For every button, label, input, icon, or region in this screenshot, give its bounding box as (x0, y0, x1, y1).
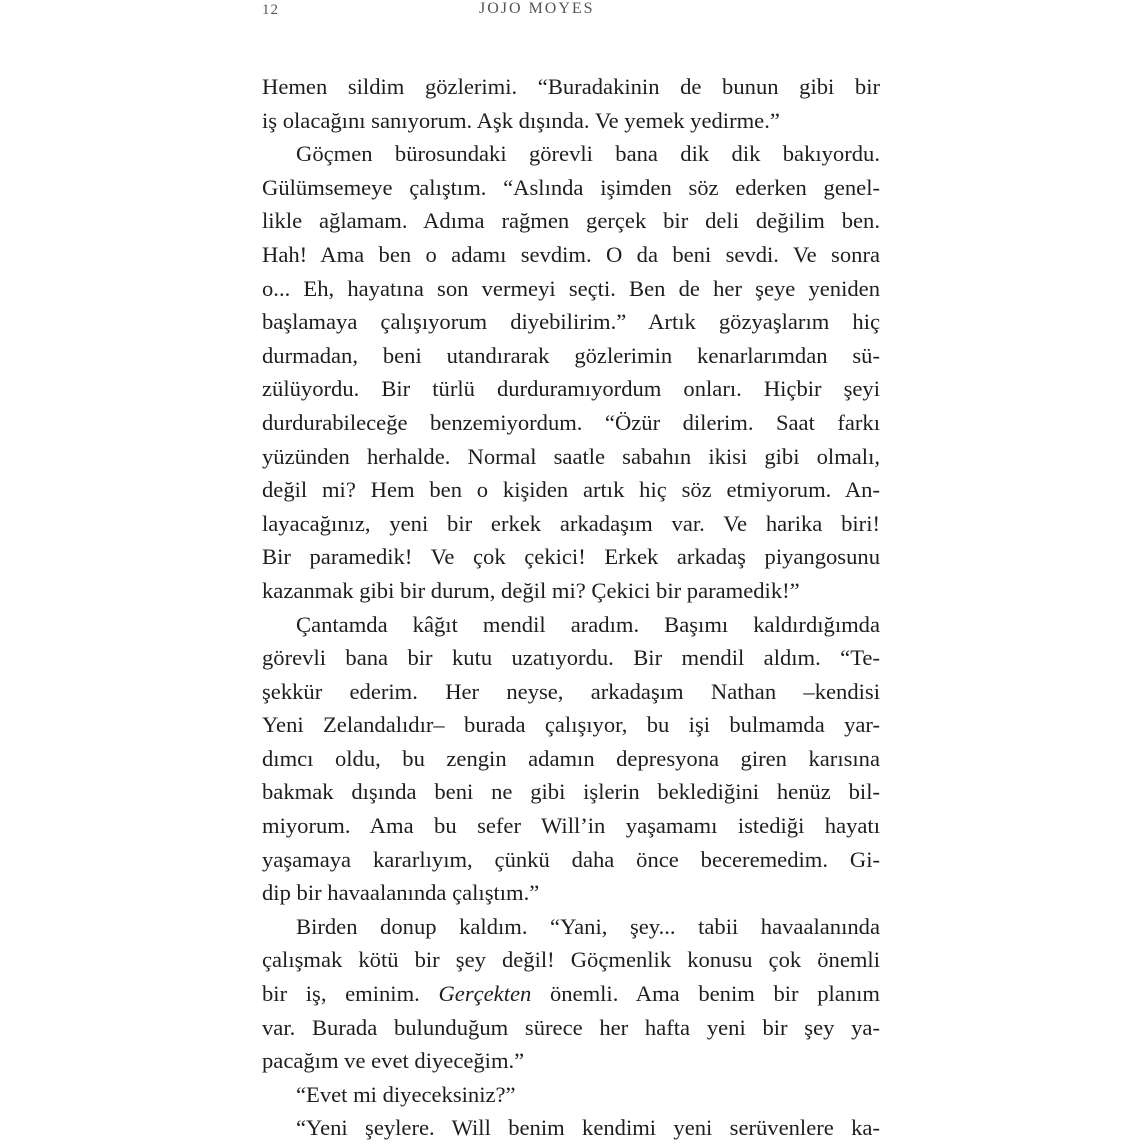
text-line: layacağınız, yeni bir erkek arkadaşım var. Ve harika biri! (262, 510, 880, 536)
text-line: başlamaya çalışıyorum diyebilirim.” Artık gözyaşlarım hiç (262, 309, 880, 335)
text-line: o... Eh, hayatına son vermeyi seçti. Ben de her şeye yeniden (262, 275, 880, 301)
running-head (262, 0, 882, 26)
text-line: zülüyordu. Bir türlü durduramıyordum onları. Hiçbir şeyi (262, 376, 880, 402)
text-line: görevli bana bir kutu uzatıyordu. Bir mendil aldım. “Te- (262, 645, 880, 671)
text-line: Bir paramedik! Ve çok çekici! Erkek arkadaş piyangosunu (262, 544, 880, 570)
text-line: dip bir havaalanında çalıştım.” (262, 880, 540, 906)
text-line: yaşamaya kararlıyım, çünkü daha önce beceremedim. Gi- (262, 846, 880, 872)
text-line: “Yeni şeylere. Will benim kendimi yeni serüvenlere ka- (296, 1115, 880, 1141)
text-line: Yeni Zelandalıdır– burada çalışıyor, bu işi bulmamda yar- (262, 712, 880, 738)
text-line: Birden donup kaldım. “Yani, şey... tabii havaalanında (296, 913, 880, 939)
text-line: yüzünden herhalde. Normal saatle sabahın ikisi gibi olmalı, (262, 443, 880, 469)
running-title: JOJO MOYES (479, 0, 595, 17)
text-line: kazanmak gibi bir durum, değil mi? Çekici bir paramedik!” (262, 577, 800, 603)
text-line: değil mi? Hem ben o kişiden artık hiç söz etmiyorum. An- (262, 477, 880, 503)
body-text (262, 70, 880, 1145)
text-line: Hemen sildim gözlerimi. “Buradakinin de bunun gibi bir (262, 74, 880, 99)
text-line: durdurabileceğe benzemiyordum. “Özür dilerim. Saat farkı (262, 409, 880, 435)
text-line: şekkür ederim. Her neyse, arkadaşım Nathan –kendisi (262, 678, 880, 704)
page-number: 12 (262, 2, 279, 18)
text-line: durmadan, beni utandırarak gözlerimin kenarlarımdan sü- (262, 342, 880, 368)
text-line: likle ağlamam. Adıma rağmen gerçek bir deli değilim ben. (262, 208, 880, 234)
text-line: bir iş, eminim. Gerçekten önemli. Ama benim bir planım (262, 981, 880, 1007)
text-line: iş olacağını sanıyorum. Aşk dışında. Ve yemek yedirme.” (262, 107, 780, 133)
text-line: Göçmen bürosundaki görevli bana dik dik bakıyordu. (296, 141, 880, 167)
text-line: bakmak dışında beni ne gibi işlerin beklediğini henüz bil- (262, 779, 880, 805)
text-line: Çantamda kâğıt mendil aradım. Başımı kaldırdığımda (296, 611, 880, 637)
text-line: dımcı oldu, bu zengin adamın depresyona giren karısına (262, 745, 880, 771)
text-line: çalışmak kötü bir şey değil! Göçmenlik konusu çok önemli (262, 947, 880, 973)
text-line: Hah! Ama ben o adamı sevdim. O da beni sevdi. Ve sonra (262, 241, 880, 267)
text-line: pacağım ve evet diyeceğim.” (262, 1048, 525, 1074)
text-line: miyorum. Ama bu sefer Will’in yaşamamı istediği hayatı (262, 813, 880, 839)
text-line: “Evet mi diyeceksiniz?” (296, 1081, 516, 1107)
text-line: Gülümsemeye çalıştım. “Aslında işimden söz ederken genel- (262, 174, 880, 200)
text-line: var. Burada bulunduğum sürece her hafta yeni bir şey ya- (262, 1014, 880, 1040)
